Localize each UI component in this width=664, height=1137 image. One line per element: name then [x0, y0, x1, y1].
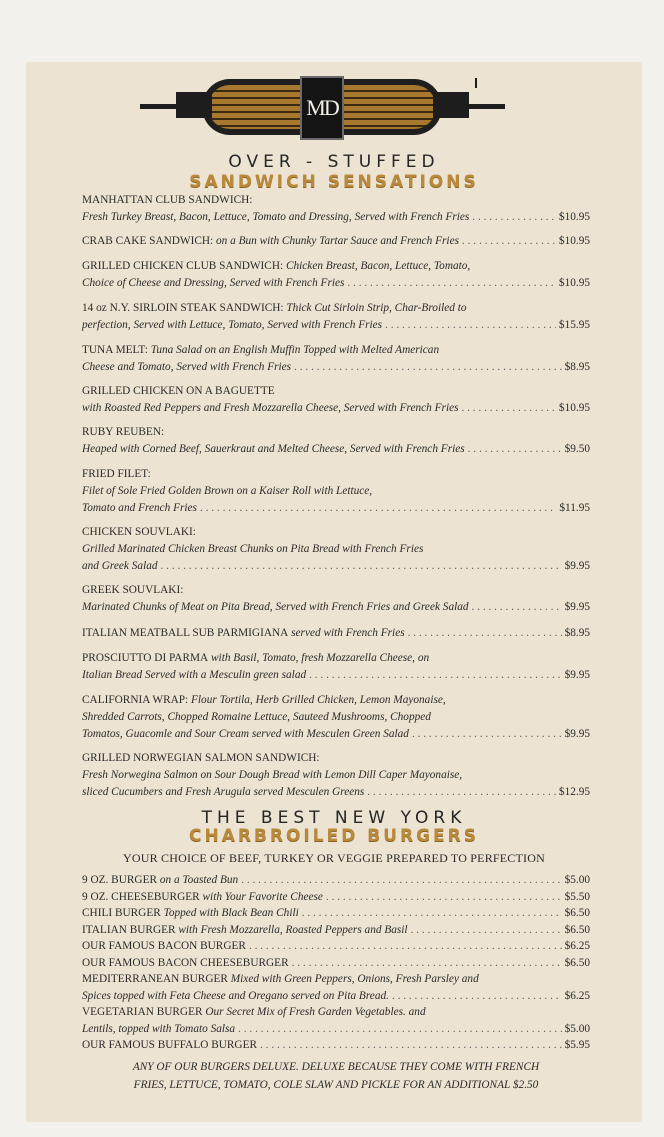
- burger-item: VEGETARIAN BURGER Our Secret Mix of Fresh Garden Vegetables. and Lentils, topped with Tomato Salsa . . . $5.00: [82, 1004, 590, 1037]
- burger-item: ITALIAN BURGER with Fresh Mozzarella, Roasted Peppers and Basil . . . $6.50: [82, 922, 590, 939]
- burger-item: 9 OZ. CHEESEBURGER with Your Favorite Cheese . . . $5.50: [82, 889, 590, 906]
- burger-list: [82, 872, 590, 1054]
- menu-item: GREEK SOUVLAKI: Marinated Chunks of Meat on Pita Bread, Served with French Fries and Greek Salad . . . $9.95: [82, 582, 590, 616]
- menu-item: GRILLED NORWEGIAN SALMON SANDWICH: Fresh Norwegina Salmon on Sour Dough Bread with Lemon Dill Caper Mayonaise, sliced Cucumbers and Fresh Arugula served Mesculen Greens . . . $12.95: [82, 750, 590, 801]
- menu-item: CALIFORNIA WRAP: Flour Tortila, Herb Grilled Chicken, Lemon Mayonaise, Shredded Carrots, Chopped Romaine Lettuce, Sauteed Mushrooms, Chopped Tomatos, Guacomle and Sour Cream served with Mesculen Green Salad . . . $9.95: [82, 692, 590, 743]
- menu-item: CRAB CAKE SANDWICH: on a Bun with Chunky Tartar Sauce and French Fries . . . $10.95: [82, 233, 590, 250]
- section-title-sandwiches: SANDWICH SENSATIONS: [189, 172, 479, 192]
- burger-item: OUR FAMOUS BACON BURGER . . . $6.25: [82, 938, 590, 955]
- menu-item: 14 oz N.Y. SIRLOIN STEAK SANDWICH: Thick Cut Sirloin Strip, Char-Broiled to perfection, Served with Lettuce, Tomato, Served with French Fries . . . $15.95: [82, 300, 590, 334]
- menu-item: CHICKEN SOUVLAKI: Grilled Marinated Chicken Breast Chunks on Pita Bread with French Fries and Greek Salad . . . $9.95: [82, 524, 590, 575]
- burger-choice-note: YOUR CHOICE OF BEEF, TURKEY OR VEGGIE PREPARED TO PERFECTION: [123, 851, 545, 865]
- menu-item: ITALIAN MEATBALL SUB PARMIGIANA served with French Fries . . . $8.95: [82, 625, 590, 642]
- menu-item: TUNA MELT: Tuna Salad on an English Muffin Topped with Melted American Cheese and Tomato, Served with French Fries . . . $8.95: [82, 342, 590, 376]
- menu-item: GRILLED CHICKEN CLUB SANDWICH: Chicken Breast, Bacon, Lettuce, Tomato, Choice of Cheese and Dressing, Served with French Fries . . . $10.95: [82, 258, 590, 292]
- burger-item: OUR FAMOUS BACON CHEESEBURGER . . . $6.50: [82, 955, 590, 972]
- section-title-sandwiches-top: OVER - STUFFED: [228, 152, 440, 172]
- burger-item: MEDITERRANEAN BURGER Mixed with Green Peppers, Onions, Fresh Parsley and Spices topped with Feta Cheese and Oregano served on Pita Bread. . . . $6.25: [82, 971, 590, 1004]
- section-title-burgers: CHARBROILED BURGERS: [188, 826, 479, 846]
- burger-item: OUR FAMOUS BUFFALO BURGER . . . $5.95: [82, 1037, 590, 1054]
- menu-item: FRIED FILET: Filet of Sole Fried Golden Brown on a Kaiser Roll with Lettuce, Tomato and French Fries . . . $11.95: [82, 466, 590, 517]
- deluxe-note: ANY OF OUR BURGERS DELUXE. DELUXE BECAUSE THEY COME WITH FRENCH FRIES, LETTUCE, TOMATO, COLE SLAW AND PICKLE FOR AN ADDITIONAL $2.50: [132, 1061, 540, 1091]
- menu-item: PROSCIUTTO DI PARMA with Basil, Tomato, fresh Mozzarella Cheese, on Italian Bread Served with a Mesculin green salad . . . $9.95: [82, 650, 590, 684]
- section-title-burgers-top: THE BEST NEW YORK: [201, 808, 467, 828]
- logo-monogram: MD: [300, 76, 344, 140]
- md-logo: [140, 76, 505, 142]
- menu-item: MANHATTAN CLUB SANDWICH: Fresh Turkey Breast, Bacon, Lettuce, Tomato and Dressing, Served with French Fries . . . $10.95: [82, 192, 590, 226]
- menu-item: GRILLED CHICKEN ON A BAGUETTE with Roasted Red Peppers and Fresh Mozzarella Cheese, Served with French Fries . . . $10.95: [82, 383, 590, 417]
- burger-item: 9 OZ. BURGER on a Toasted Bun . . . $5.00: [82, 872, 590, 889]
- menu-item: RUBY REUBEN: Heaped with Corned Beef, Sauerkraut and Melted Cheese, Served with French Fries . . . $9.50: [82, 424, 590, 458]
- burger-item: CHILI BURGER Topped with Black Bean Chili . . . $6.50: [82, 905, 590, 922]
